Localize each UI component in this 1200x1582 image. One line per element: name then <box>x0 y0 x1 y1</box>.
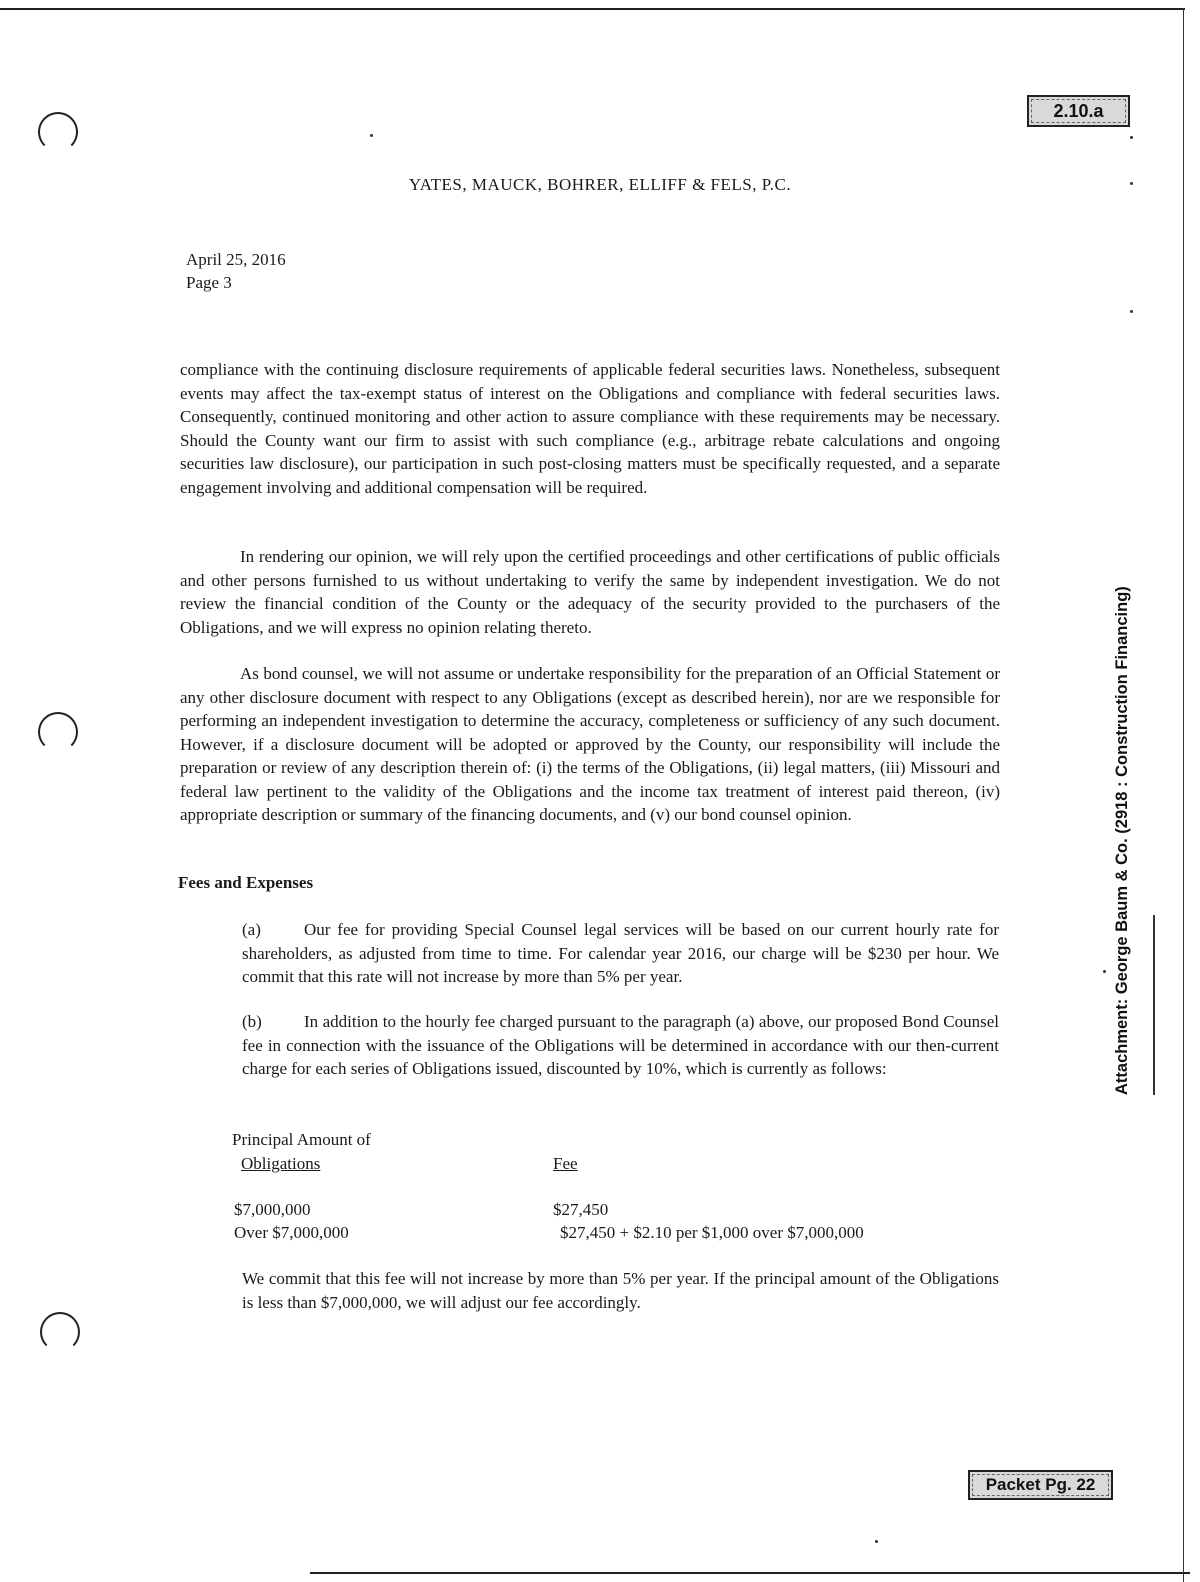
scan-speck <box>1130 310 1133 313</box>
fee-table-row-fee: $27,450 <box>553 1200 609 1219</box>
fee-table-header-amount-line2: Obligations <box>241 1154 321 1173</box>
punch-hole-middle <box>38 712 78 752</box>
fee-paragraph-a <box>242 918 999 989</box>
page-number: Page 3 <box>186 273 232 292</box>
fee-a-label: (a) <box>242 920 261 939</box>
fee-paragraph-b <box>242 1010 999 1081</box>
packet-page-text: Packet Pg. 22 <box>972 1474 1109 1496</box>
paragraph-bond-counsel: As bond counsel, we will not assume or undertake responsibility for the preparation of an Official Statement or any other disclosure document with respect to any Obligations (except as described herein), nor are we responsible for performing an independent investigation to determine the accuracy, completeness or sufficiency of any such document. However, if a disclosure document will be adopted or approved by the County, our responsibility will include the preparation or review of any description therein of: (i) the terms of the Obligations, (ii) legal matters, (iii) Missouri and federal law pertinent to the validity of the Obligations and the income tax treatment of interest paid thereon, (iv) appropriate description or summary of the financing documents, and (v) our bond counsel opinion. <box>180 664 1000 824</box>
fee-b-label: (b) <box>242 1012 262 1031</box>
scan-speck <box>1130 136 1133 139</box>
scan-speck <box>1103 970 1106 973</box>
scan-speck <box>875 1540 878 1543</box>
date-block <box>186 248 286 294</box>
fee-table-row-amount: Over $7,000,000 <box>234 1223 349 1242</box>
scan-speck <box>370 134 373 137</box>
scan-edge-right <box>1183 8 1184 1582</box>
fee-a-text: Our fee for providing Special Counsel legal services will be based on our current hourly rate for shareholders, as adjusted from time to time. For calendar year 2016, our charge will be $230 per hour. We commit that this rate will not increase by more than 5% per year. <box>242 920 999 986</box>
paragraph-compliance: compliance with the continuing disclosure requirements of applicable federal securities laws. Nonetheless, subsequent events may affect the tax-exempt status of interest on the Obligations and compliance with federal securities laws. Consequently, continued monitoring and other action to assure compliance with these requirements may be necessary. Should the County want our firm to assist with such compliance (e.g., arbitrage rebate calculations and ongoing securities law disclosure), our participation in such post-closing matters must be specifically requested, and a separate engagement involving and additional compensation will be required. <box>180 360 1000 497</box>
document-number-stamp <box>1027 95 1130 127</box>
fee-table-header-amount-line1: Principal Amount of <box>232 1130 371 1149</box>
fee-commitment: We commit that this fee will not increase by more than 5% per year. If the principal amount of the Obligations is less than $7,000,000, we will adjust our fee accordingly. <box>242 1269 999 1312</box>
fee-table-row-fee: $27,450 + $2.10 per $1,000 over $7,000,000 <box>560 1223 864 1242</box>
fees-heading: Fees and Expenses <box>178 873 314 892</box>
paragraph-opinion: In rendering our opinion, we will rely upon the certified proceedings and other certifications of public officials and other persons furnished to us without undertaking to verify the same by independent investigation. We do not review the financial condition of the County or the adequacy of the security provided to the purchasers of the Obligations, and we will express no opinion relating thereto. <box>180 547 1000 637</box>
fee-b-text: In addition to the hourly fee charged pursuant to the paragraph (a) above, our proposed Bond Counsel fee in connection with the issuance of the Obligations will be determined in accordance with our then-current charge for each series of Obligations issued, discounted by 10%, which is currently as follows: <box>242 1012 999 1078</box>
attachment-label: Attachment: George Baum & Co. (2918 : Construction Financing) <box>1113 586 1131 1095</box>
punch-hole-bottom <box>40 1312 80 1352</box>
fee-table-row-amount: $7,000,000 <box>234 1200 311 1219</box>
fee-table-header-fee: Fee <box>553 1154 578 1173</box>
letter-date: April 25, 2016 <box>186 250 286 269</box>
scan-edge-bottom <box>310 1572 1190 1574</box>
punch-hole-top <box>38 112 78 152</box>
side-rule <box>1153 915 1155 1095</box>
packet-page-stamp <box>968 1470 1113 1500</box>
document-number-text: 2.10.a <box>1031 99 1126 123</box>
firm-name: YATES, MAUCK, BOHRER, ELLIFF & FELS, P.C. <box>408 175 792 194</box>
scan-edge-top <box>0 8 1185 10</box>
